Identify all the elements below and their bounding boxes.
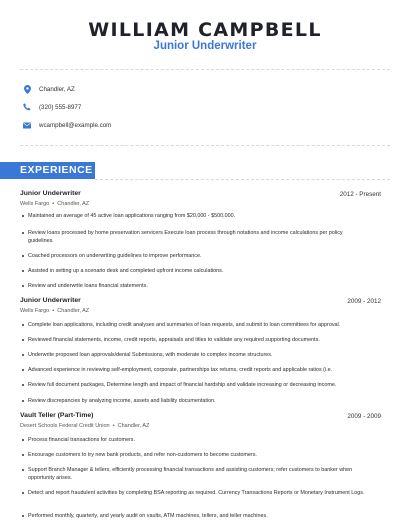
contact-divider bbox=[20, 145, 390, 146]
job-dates: 2012 - Present bbox=[339, 191, 381, 198]
list-item bbox=[22, 512, 367, 520]
bullet-dot bbox=[22, 439, 24, 441]
list-item bbox=[22, 282, 367, 290]
contact-phone-text: (320) 555-8977 bbox=[39, 103, 82, 111]
list-item bbox=[22, 212, 367, 220]
bullet-text: Coached processors on underwriting guidelines to improve performance. bbox=[28, 253, 202, 259]
contact-location-text: Chandler, AZ bbox=[39, 85, 75, 93]
bullet-dot bbox=[22, 285, 24, 287]
job-company: Desert Schools Federal Credit Union bbox=[20, 423, 110, 429]
bullet-text: Review and underwrite loans financial statements. bbox=[28, 283, 148, 289]
job-location: Chandler, AZ bbox=[57, 201, 90, 207]
candidate-title: Junior Underwriter bbox=[153, 40, 257, 52]
bullet-text: Process financial transactions for customers. bbox=[28, 437, 135, 443]
bullet-dot bbox=[22, 384, 24, 386]
list-item bbox=[22, 351, 367, 359]
bullet-dot bbox=[22, 469, 24, 471]
job-company: Wells Fargo bbox=[20, 201, 50, 207]
candidate-name: WILLIAM CAMPBELL bbox=[88, 19, 322, 41]
list-item bbox=[22, 397, 367, 405]
bullet-text: Underwrite proposed loan approvals/denial Submissions, with moderate to complex income structures. bbox=[28, 352, 273, 358]
bullet-dot bbox=[22, 492, 24, 494]
bullet-text: Detect and report fraudulent activities by completing BSA reporting as required. Currency Transactions Reports or Monetary Instrument Logs. bbox=[28, 490, 365, 496]
bullet-dot bbox=[22, 400, 24, 402]
experience-heading: EXPERIENCE bbox=[0, 162, 95, 179]
separator-dot: • bbox=[49, 308, 58, 314]
bullet-dot bbox=[22, 454, 24, 456]
job-company-line bbox=[20, 201, 89, 207]
list-item bbox=[22, 321, 367, 329]
list-item bbox=[22, 466, 367, 482]
separator-dot: • bbox=[109, 423, 118, 429]
contact-email-text: wcampbell@example.com bbox=[39, 121, 112, 129]
phone-icon bbox=[22, 102, 32, 112]
job-location: Chandler, AZ bbox=[57, 308, 90, 314]
list-item bbox=[22, 229, 367, 245]
job-title: Vault Teller (Part-Time) bbox=[20, 412, 94, 419]
list-item bbox=[22, 366, 367, 374]
list-item bbox=[22, 336, 367, 344]
contact-location bbox=[22, 83, 75, 95]
job-company-line bbox=[20, 308, 89, 314]
bullet-dot bbox=[22, 354, 24, 356]
bullet-dot bbox=[22, 324, 24, 326]
list-item bbox=[22, 381, 367, 389]
bullet-text: Encourage customers to try new bank products, and refer non-customers to become customers. bbox=[28, 452, 257, 458]
bullet-text: Review discrepancies by analyzing income, assets and liability documentation. bbox=[28, 398, 216, 404]
job-company: Wells Fargo bbox=[20, 308, 50, 314]
bullet-text: Reviewed financial statements, income, credit reports, appraisals and titles to validate any required supporting documents. bbox=[28, 337, 320, 343]
bullet-dot bbox=[22, 339, 24, 341]
email-icon bbox=[22, 120, 32, 130]
bullet-dot bbox=[22, 255, 24, 257]
bullet-text: Assisted in setting up a scenario desk and completed upfront income calculations. bbox=[28, 268, 224, 274]
bullet-dot bbox=[22, 215, 24, 217]
bullet-text: Advanced experience in reviewing self-employment, corporate, partnerships tax returns, credit reports and applicable ratios (i.e. bbox=[28, 367, 333, 373]
bullet-text: Support Branch Manager & tellers, efficiently processing financial transactions and assisting customers; refer customers to banker when opportunity arises. bbox=[28, 467, 353, 481]
location-pin-icon bbox=[22, 84, 32, 94]
list-item bbox=[22, 451, 367, 459]
list-item bbox=[22, 267, 367, 275]
bullet-text: Review loans processed by home preservation servicers Execute loan process through notations and income calculations per policy guidelines. bbox=[28, 230, 343, 244]
experience-heading-rule bbox=[95, 179, 390, 180]
bullet-text: Complete loan applications, including credit analyses and summaries of loan requests, and submit to loan committees for approval. bbox=[28, 322, 341, 328]
contact-phone bbox=[22, 101, 81, 113]
job-dates: 2009 - 2012 bbox=[347, 298, 381, 305]
bullet-text: Performed monthly, quarterly, and yearly audit on vaults, ATM machines, tellers, and teller machines. bbox=[28, 513, 268, 519]
list-item bbox=[22, 489, 367, 497]
list-item bbox=[22, 436, 367, 444]
bullet-dot bbox=[22, 369, 24, 371]
bullet-dot bbox=[22, 515, 24, 517]
bullet-dot bbox=[22, 232, 24, 234]
bullet-text: Review full document packages, Determine length and impact of financial hardship and validate increasing or decreasing income. bbox=[28, 382, 337, 388]
job-company-line bbox=[20, 423, 149, 429]
job-dates: 2009 - 2009 bbox=[347, 413, 381, 420]
job-title: Junior Underwriter bbox=[20, 297, 81, 304]
bullet-text: Maintained an average of 45 active loan applications ranging from $20,000 - $500,000. bbox=[28, 213, 236, 219]
job-location: Chandler, AZ bbox=[117, 423, 150, 429]
job-title: Junior Underwriter bbox=[20, 190, 81, 197]
list-item bbox=[22, 252, 367, 260]
contact-email bbox=[22, 119, 111, 131]
header-divider bbox=[20, 69, 390, 70]
separator-dot: • bbox=[49, 201, 58, 207]
bullet-dot bbox=[22, 270, 24, 272]
